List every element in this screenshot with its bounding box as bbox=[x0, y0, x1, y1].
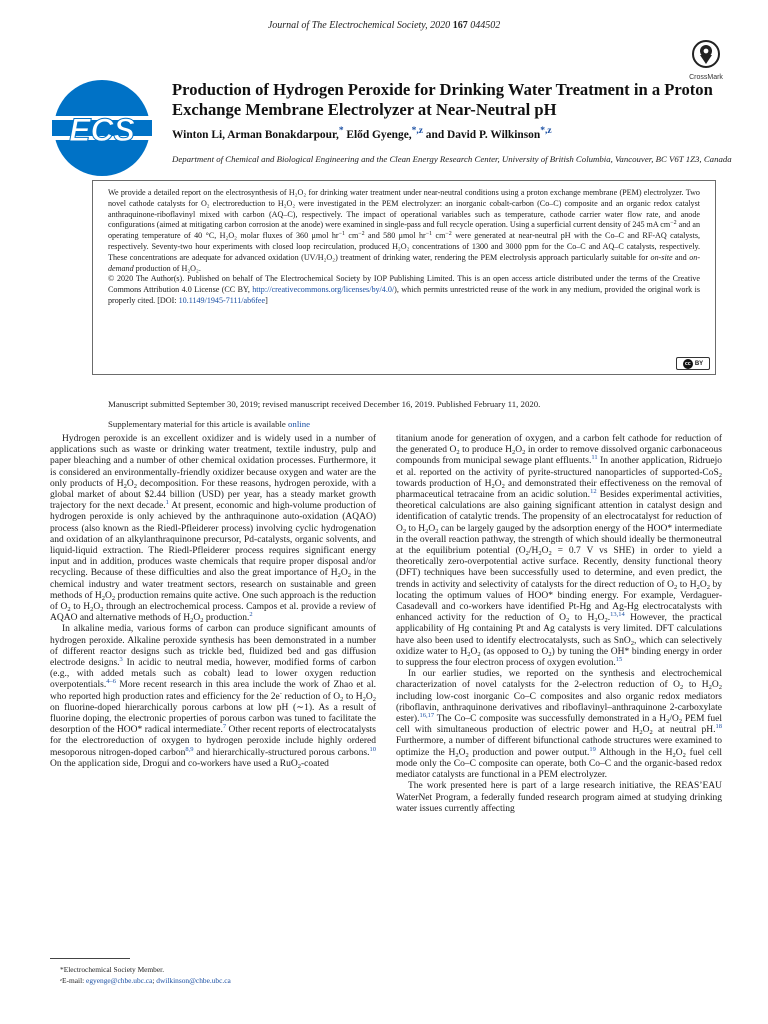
cc-by-badge[interactable] bbox=[676, 357, 710, 370]
ecs-logo-text: ECS bbox=[69, 112, 135, 148]
footnotes bbox=[60, 964, 380, 986]
author-mark: *,z bbox=[411, 126, 423, 136]
abstract: We provide a detailed report on the electrosynthesis of H₂O₂ for drinking water treatment under near-neutral conditions using a proton exchange membrane (PEM) electrolyzer. Two novel cathode catalysts for O₂ electroreduction to H₂O₂ were investigated in the PEM electrolyzer: an inorganic cobalt-carbon (Co–C) composite and an organic redox catalyst anthraquinone-riboflavinyl mixed with carbon (AQ–C), respectively. The impact of operational variables such as temperature, cathode carrier water flow rate, and anode configurations (aimed at mitigating carbon corrosion at the anode) were examined in single-pass and full recycle operation. Using a superficial current density of 245 mA $cm^{-2}$ and an operating temperature of 40 °C, H₂O₂ molar fluxes of 360 μmol $hr^{-1}$ $cm^{-2}$ and 580 μmol $hr^{-1}$ $cm^{-2}$ were generated at near-neutral pH with the Co–C and RF-AQ catalysts, respectively. Seventy-two hour experiments with closed loop recirculation, produced H₂O₂ concentrations of 1300 and 3000 ppm for the Co–C and AQ–C catalysts, respectively. These concentrations are adequate for advanced oxidation (UV/H₂O₂) treatment of drinking water, rendering the PEM electrolysis approach particularly suitable for on-site and on-demand production of H₂O₂. © 2020 The Author(s). Published on behalf of The Electrochemical Society by IOP Publishing Limited. This is an open access article distributed under the terms of the Creative Commons Attribution 4.0 License (CC BY, http://creativecommons.org/licenses/by/4.0/), which permits unrestricted reuse of the work in any medium, provided the original work is properly cited. [DOI: 10.1149/1945-7111/ab6fee] bbox=[108, 188, 701, 305]
email-link-gyenge[interactable]: egyenge@chbe.ubc.ca bbox=[86, 976, 153, 985]
body-paragraph: titanium anode for generation of oxygen, and a carbon felt cathode for reduction of the generated $O_2$ to produce $H_2O_2$ in order to remove dissolved organic carbonaceous compounds from municipal sewage plant effluents.$^{11}$ In another application, Ridruejo et al. reported on the activity of pyrite-structured nanoparticles of supported-CoS$_2$ towards production of $H_2O_2$ and demonstrated their effectiveness on the removal of pharmaceutical tetracaine from an acidic solution.$^{12}$ Besides experimental activities, theoretical calculations are also gaining significant attention in catalyst design and identification of catalytic trends. The propensity of an electrocatalyst for reduction of $O_2$ to $H_2O_2$ can be largely gauged by the adsorption energy of the HOO* intermediate in the overall reaction pathway, the strength of which should ideally be thermoneutral at the equilibrium potential ($O_2/H_2O_2 = 0.7$ V vs SHE) in order to yield a theoretically zero-overpotential active surface. Recently, density functional theory (DFT) techniques have been successfully used to determine, and even predict, the trends in activity and selectivity of catalysts for the direct reduction of $O_2$ to $H_2O_2$ by locating the optimum values of HOO* binding energy. For example, Verdaguer-Casadevall and co-workers have identified Pt-Hg and Ag-Hg electrocatalysts with enhanced activity for the reduction of $O_2$ to $H_2O_2.^{13,14}$ However, the practical applicability of Hg containing Pt and Ag catalysts is very limited. DFT calculations have also been used to identify electrocatalysts, such as SnO$_2$, which can selectively oxidize water to $H_2O_2$ (as opposed to $O_2$) by tuning the OH* binding energy in order to suppress the four electron process of oxygen evolution.$^{15}$ bbox=[396, 434, 723, 669]
online-link[interactable]: online bbox=[288, 419, 311, 429]
body-paragraph: Hydrogen peroxide is an excellent oxidizer and is widely used in a number of applications such as waste or drinking water treatment, textile industry, pulp and paper bleaching and a number of other chemical oxidation processes. Furthermore, it is considered an environmentally-friendly oxidizer because oxygen and water are the only products of $H_2O_2$ decomposition. For these reasons, hydrogen peroxide, with a global market of about $2.44 billion (USD) per year, has a steady market growth trajectory for the next decade.$^1$ At present, economic and high-volume production of hydrogen peroxide is only achieved by the anthraquinone auto-oxidation (AQAO) process (also known as the Riedl-Pfleiderer process) involving cyclic hydrogenation and oxidation of an alkylanthraquinone precursor, Pd-catalysts, organic solvents, and liquid-liquid extraction. The Riedl-Pfleiderer process requires significant energy input and in addition, produces waste chemicals that require proper disposal and/or recycling. Because of these difficulties and also the great importance of $H_2O_2$ in the chemical industry and water treatment sectors, research on sustainable and green methods of $H_2O_2$ production remains quite active. One such approach is the reduction of $O_2$ to $H_2O_2$ through an electrochemical process. Campos et al. provide a review of AQAO and alternative methods of $H_2O_2$ production.$^2$ bbox=[50, 434, 376, 625]
crossmark-badge[interactable] bbox=[683, 40, 729, 81]
left-column bbox=[50, 434, 376, 770]
author-name: Arman Bonakdarpour, bbox=[227, 128, 339, 141]
author-conjunction: and bbox=[422, 128, 448, 141]
body-paragraph: In our earlier studies, we reported on the synthesis and electrochemical characterization of novel catalysts for the 2-electron reduction of $O_2$ to $H_2O_2$ including low-cost inorganic Co–C composites and also organic redox mediators (riboflavin, anthraquinone derivatives and riboflavinyl–anthraquinone 2-carboxylate ester).$^{16,17}$ The Co–C composite was successfully demonstrated in a $H_2/O_2$ PEM fuel cell with simultaneous production of electric power and $H_2O_2$ at neutral pH.$^{18}$ Furthermore, a number of different bifunctional cathode structures were examined to optimize the $H_2O_2$ production and power output.$^{19}$ Although in the $H_2O_2$ fuel cell mode only the Co–C composite can operate, both Co–C and the organic-based redox mediator catalysts are functional in a PEM electrolyzer. bbox=[396, 669, 723, 781]
crossmark-label: CrossMark bbox=[689, 74, 723, 81]
supplementary-note: Supplementary material for this article is available online bbox=[108, 419, 311, 429]
ecs-logo bbox=[52, 78, 152, 178]
journal-volume: 167 bbox=[452, 20, 468, 31]
article-id: 044502 bbox=[467, 20, 501, 31]
doi-link[interactable]: 10.1149/1945-7111/ab6fee bbox=[178, 295, 266, 305]
email-footnote: ᶻE-mail: egyenge@chbe.ubc.ca; dwilkinson@chbe.ubc.ca bbox=[60, 976, 231, 985]
member-footnote: *Electrochemical Society Member. bbox=[60, 965, 165, 974]
author-list bbox=[172, 126, 732, 141]
article-title: Production of Hydrogen Peroxide for Drinking Water Treatment in a Proton Exchange Membrane Electrolyzer at Near-Neutral pH bbox=[172, 80, 713, 119]
footnote-divider bbox=[50, 958, 130, 959]
author-name: David P. Wilkinson bbox=[447, 128, 541, 141]
author-mark: *,z bbox=[540, 126, 552, 136]
crossmark-icon bbox=[692, 40, 720, 68]
body-paragraph: The work presented here is part of a large research initiative, the REAS’EAU WaterNet Program, a federally funded research program aimed at studying drinking water issues currently affecting bbox=[396, 781, 722, 814]
journal-name: Journal of The Electrochemical Society, 2020 bbox=[267, 20, 453, 31]
author-mark: * bbox=[338, 126, 344, 136]
body-paragraph: In alkaline media, various forms of carbon can produce significant amounts of hydrogen peroxide. Alkaline peroxide synthesis has been demonstrated in a number of different reactor designs such as trickle bed, fluidized bed and gas diffusion electrode designs.$^3$ In acidic to neutral media, however, modified forms of carbon (e.g., with added metals such as cobalt) lead to lower oxygen reduction overpotentials.$^{4-6}$ More recent research in this area include the work of Zhao et al. who reported high production rates and efficiency for the 2e- reduction of $O_2$ to $H_2O_2$ on fluorine-doped hierarchically porous carbons at low pH (∼1). As a result of fluorine doping, the electronic properties of porous carbon was tuned to facilitate the desorption of the HOO* radical intermediate.$^7$ Other recent reports of electrocatalysts for the electroreduction of oxygen to hydrogen peroxide include highly ordered mesoporous nitrogen-doped carbon$^{8,9}$ and hierarchically-structured porous carbons.$^{10}$ On the application side, Drogui and co-workers have used a RuO$_2$-coated bbox=[50, 624, 377, 770]
author-name: Előd Gyenge, bbox=[343, 128, 412, 141]
license-link[interactable]: http://creativecommons.org/licenses/by/4.0/ bbox=[252, 285, 395, 295]
journal-citation bbox=[0, 20, 768, 31]
email-link-wilkinson[interactable]: dwilkinson@chbe.ubc.ca bbox=[156, 976, 231, 985]
affiliation: Department of Chemical and Biological Engineering and the Clean Energy Research Center, University of British Columbia, Vancouver, BC V6T 1Z3, Canada bbox=[172, 154, 732, 164]
author-name: Winton Li, bbox=[172, 128, 228, 141]
right-column bbox=[396, 434, 722, 815]
cc-icon: cc bbox=[683, 359, 693, 369]
manuscript-dates: Manuscript submitted September 30, 2019; revised manuscript received December 16, 2019. Published February 11, 2020. bbox=[108, 399, 541, 409]
cc-by-label: BY bbox=[694, 360, 704, 367]
copyright-text: © 2020 The Author(s). Published on behalf of The Electrochemical Society by IOP Publishing Limited. This is an open access article distributed under the terms of the Creative Commons Attribution 4.0 License (CC BY, bbox=[108, 274, 700, 295]
